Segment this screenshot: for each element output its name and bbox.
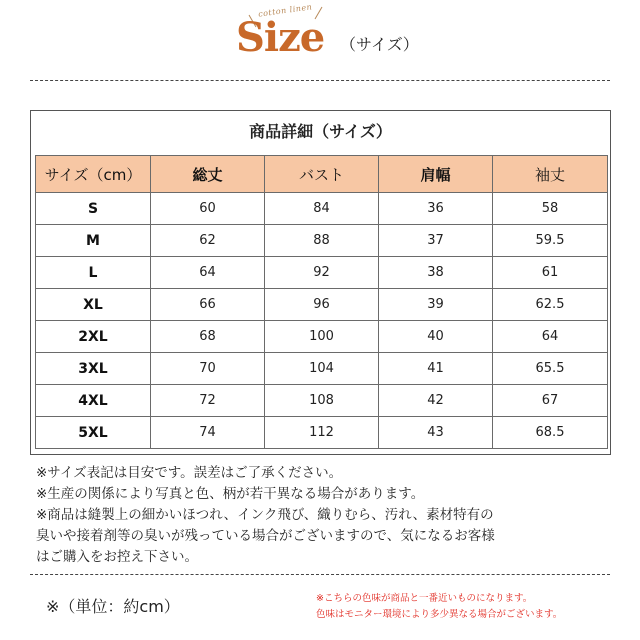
table-cell: 72 [151,385,265,417]
size-label: 2XL [36,321,151,353]
size-label: S [36,193,151,225]
table-cell: 58 [493,193,608,225]
table-cell: 68 [151,321,265,353]
brand-tagline: cotton linen [257,2,313,19]
table-header-row [36,156,608,193]
column-header-shoulder: 肩幅 [379,156,493,193]
note-line: 臭いや接着剤等の臭いが残っている場合がございますので、気になるお客様 [36,528,495,544]
table-cell: 100 [265,321,379,353]
size-table [35,155,608,449]
table-cell: 108 [265,385,379,417]
size-label: 5XL [36,417,151,449]
column-header-bust: バスト [265,156,379,193]
column-header-size: サイズ（cm） [36,156,151,193]
table-row [36,257,608,289]
column-header-sleeve: 袖丈 [493,156,608,193]
unit-label: ※（単位：約cm） [46,597,180,616]
table-cell: 92 [265,257,379,289]
table-cell: 112 [265,417,379,449]
divider-top [30,80,610,81]
table-cell: 40 [379,321,493,353]
table-cell: 88 [265,225,379,257]
size-label: XL [36,289,151,321]
color-warning-line: 色味はモニター環境により多少異なる場合がございます。 [316,609,563,620]
size-table-panel [30,110,611,455]
table-cell: 70 [151,353,265,385]
table-row [36,321,608,353]
table-cell: 62 [151,225,265,257]
table-row [36,193,608,225]
table-row [36,417,608,449]
table-cell: 65.5 [493,353,608,385]
table-cell: 59.5 [493,225,608,257]
table-cell: 41 [379,353,493,385]
page-subtitle: （サイズ） [340,35,419,54]
table-cell: 36 [379,193,493,225]
divider-bottom [30,574,610,575]
size-label: 3XL [36,353,151,385]
size-label: L [36,257,151,289]
note-line: はご購入をお控え下さい。 [36,549,198,565]
table-row [36,353,608,385]
table-cell: 68.5 [493,417,608,449]
table-cell: 39 [379,289,493,321]
table-cell: 61 [493,257,608,289]
page-title: Size [236,14,325,61]
color-warning-line: ※こちらの色味が商品と一番近いものになります。 [316,593,533,604]
table-title: 商品詳細（サイズ） [249,122,392,141]
table-cell: 104 [265,353,379,385]
table-cell: 62.5 [493,289,608,321]
table-cell: 66 [151,289,265,321]
table-row [36,225,608,257]
table-cell: 60 [151,193,265,225]
table-cell: 67 [493,385,608,417]
header [0,0,640,80]
table-cell: 37 [379,225,493,257]
table-row [36,289,608,321]
table-cell: 64 [493,321,608,353]
size-label: M [36,225,151,257]
note-line: ※商品は縫製上の細かいほつれ、インク飛び、織りむら、汚れ、素材特有の [36,507,494,523]
table-cell: 74 [151,417,265,449]
table-cell: 64 [151,257,265,289]
table-cell: 42 [379,385,493,417]
table-cell: 84 [265,193,379,225]
table-cell: 96 [265,289,379,321]
table-cell: 38 [379,257,493,289]
table-row [36,385,608,417]
note-line: ※サイズ表記は目安です。誤差はご了承ください。 [36,465,343,481]
table-cell: 43 [379,417,493,449]
size-label: 4XL [36,385,151,417]
column-header-length: 総丈 [151,156,265,193]
note-line: ※生産の関係により写真と色、柄が若干異なる場合があります。 [36,486,425,502]
